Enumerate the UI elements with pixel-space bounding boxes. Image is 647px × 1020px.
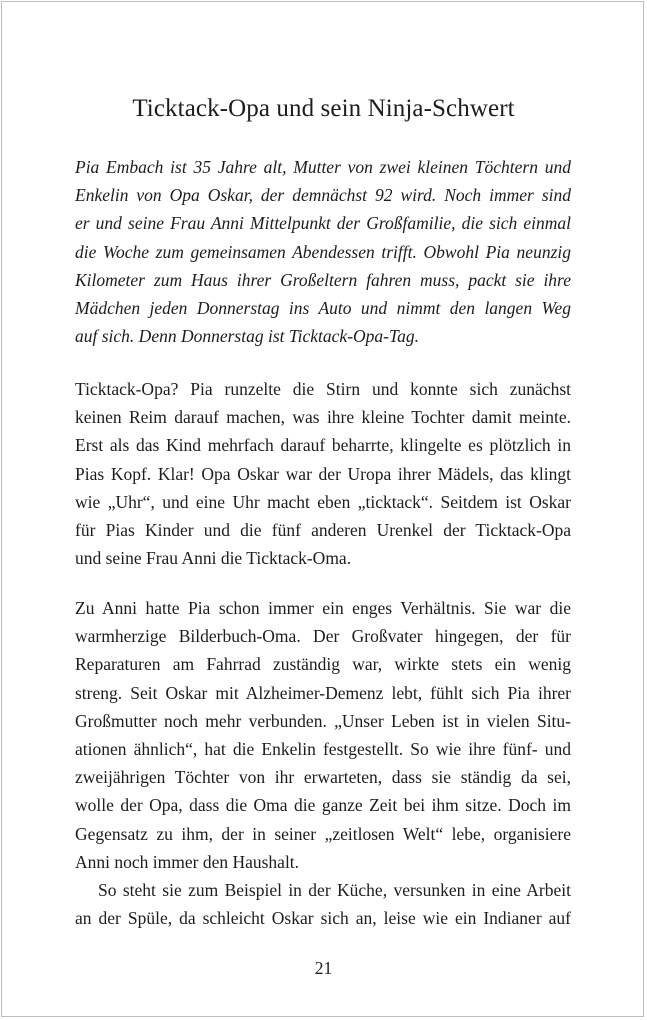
body-line: wie „Uhr“, und eine Uhr macht eben „ticktack“. Seitdem ist Oskar (75, 491, 571, 512)
page-number: 21 (314, 958, 333, 978)
body-paragraph-2 (75, 594, 571, 932)
body-line: zweijährigen Töchter von ihr erwarteten, dass sie ständig da sei, (75, 767, 571, 788)
body-line: und seine Frau Anni die Ticktack-Oma. (75, 548, 352, 569)
body-line: an der Spüle, da schleicht Oskar sich an, leise wie ein Indianer auf (75, 908, 571, 929)
body-line: Pias Kopf. Klar! Opa Oskar war der Uropa ihrer Mädels, das klingt (75, 463, 571, 484)
body-line: Gegensatz zu ihm, der in seiner „zeitlosen Welt“ lebe, organisiere (75, 823, 571, 844)
intro-line: er und seine Frau Anni Mittelpunkt der Großfamilie, die sich einmal (75, 213, 571, 234)
intro-line: Pia Embach ist 35 Jahre alt, Mutter von zwei kleinen Töchtern und (75, 157, 571, 177)
body-line: warmherzige Bilderbuch-Oma. Der Großvater hingegen, der für (75, 626, 571, 647)
intro-line: Mädchen jeden Donnerstag ins Auto und nimmt den langen Weg (75, 297, 571, 318)
body-paragraph-1 (75, 375, 571, 572)
body-line: Zu Anni hatte Pia schon immer ein enges Verhältnis. Sie war die (75, 598, 571, 618)
body-line: Reparaturen am Fahrrad zuständig war, wirkte stets ein wenig (75, 654, 571, 675)
body-line: wolle der Opa, dass die Oma die ganze Zeit bei ihm sitze. Doch im (75, 795, 571, 816)
body-line: ationen ähnlich“, hat die Enkelin festgestellt. So wie ihre fünf- und (75, 738, 571, 759)
body-line: So steht sie zum Beispiel in der Küche, versunken in eine Arbeit (98, 879, 571, 900)
intro-paragraph (75, 153, 571, 350)
body-line: streng. Seit Oskar mit Alzheimer-Demenz lebt, fühlt sich Pia ihrer (75, 682, 571, 703)
chapter-title: Ticktack-Opa und sein Ninja-Schwert (132, 95, 515, 122)
body-line: Großmutter noch mehr verbunden. „Unser Leben ist in vielen Situ- (75, 710, 571, 731)
intro-line: Kilometer zum Haus ihrer Großeltern fahren muss, packt sie ihre (75, 269, 571, 290)
body-line: Ticktack-Opa? Pia runzelte die Stirn und konnte sich zunächst (75, 379, 571, 399)
intro-line: die Woche zum gemeinsamen Abendessen trifft. Obwohl Pia neunzig (75, 241, 571, 262)
body-line: Erst als das Kind mehrfach darauf beharrte, klingelte es plötzlich in (75, 435, 571, 456)
body-line: Anni noch immer den Haushalt. (75, 851, 300, 872)
intro-line: auf sich. Denn Donnerstag ist Ticktack-Opa-Tag. (75, 326, 419, 347)
body-line: für Pias Kinder und die fünf anderen Urenkel der Ticktack-Opa (75, 519, 571, 540)
body-line: keinen Reim darauf machen, was ihre kleine Tochter damit meinte. (75, 407, 571, 428)
intro-line: Enkelin von Opa Oskar, der demnächst 92 wird. Noch immer sind (75, 185, 571, 206)
